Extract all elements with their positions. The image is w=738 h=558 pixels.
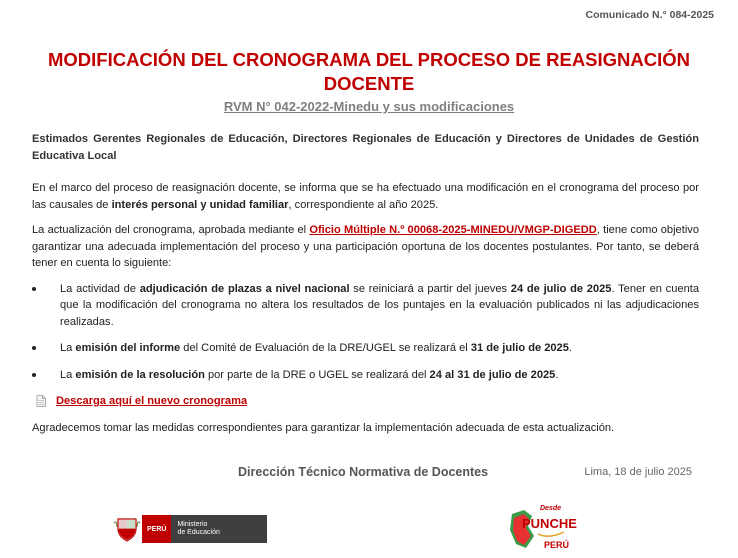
bullet-text: del Comité de Evaluación de la DRE/UGEL se realizará el: [180, 342, 471, 354]
ministry-line-1: Ministerio: [177, 521, 208, 528]
minedu-logo: [112, 515, 267, 543]
bullet-bold: 24 de julio de 2025: [510, 282, 612, 295]
bullet-icon: [32, 373, 36, 377]
paragraph-intro: [32, 180, 699, 213]
footer-direction: Dirección Técnico Normativa de Docentes: [238, 465, 489, 479]
campaign-text-2: PUNCHE: [522, 516, 577, 531]
bullet-icon: [32, 346, 36, 350]
bullet-bold: emisión de la resolución: [75, 368, 205, 381]
paragraph-intro-end: , correspondiente al año 2025.: [288, 198, 439, 211]
bullet-list: [32, 281, 699, 384]
bullet-bold: 31 de julio de 2025: [470, 342, 569, 354]
bullet-bold: adjudicación de plazas a nivel nacional: [139, 282, 350, 295]
campaign-text-3: PERÚ: [544, 540, 570, 550]
bullet-bold: emisión del informe: [75, 342, 181, 354]
ministry-line-2: de Educación: [177, 529, 220, 536]
bullet-text: .: [568, 342, 572, 354]
ministry-label: [171, 515, 267, 543]
list-item: [32, 367, 699, 384]
paragraph-intro-bold: interés personal y unidad familiar: [111, 198, 289, 211]
document-icon: [36, 395, 46, 407]
page-subtitle: RVM N° 042-2022-Minedu y sus modificaciones: [223, 99, 515, 114]
download-row: [32, 393, 699, 410]
footer-date: Lima, 18 de julio 2025: [584, 466, 692, 478]
bullet-text: por parte de la DRE o UGEL se realizará del: [204, 368, 430, 381]
bullet-text: La: [60, 342, 76, 354]
bullet-bold: 24 al 31 de julio de 2025: [429, 368, 556, 381]
main-content: [32, 131, 699, 445]
paragraph-update-end: , tiene como objetivo garantizar una adecuada implementación del proceso y una participación oportuna de los docentes postulantes. Por tanto, se deberá tener en cuenta lo siguiente:: [32, 224, 699, 269]
peru-label: PERÚ: [142, 515, 171, 543]
bullet-text: . Tener en cuenta que la modificación del cronograma no altera los resultados de los puntajes en la evaluación publicados ni las adjudicaciones realizadas.: [60, 282, 699, 328]
page-title: MODIFICACIÓN DEL CRONOGRAMA DEL PROCESO DE REASIGNACIÓN DOCENTE: [47, 49, 691, 94]
paragraph-update: [32, 222, 699, 272]
oficio-link[interactable]: Oficio Múltiple N.º 00068-2025-MINEDU/VMGP-DIGEDD: [309, 224, 597, 236]
list-item: [32, 281, 699, 331]
bullet-text: .: [555, 368, 559, 381]
paragraph-update-text: La actualización del cronograma, aprobada mediante el: [32, 224, 310, 236]
bullet-icon: [32, 287, 36, 291]
campaign-logo: [502, 500, 578, 554]
communique-number: Comunicado N.° 084-2025: [585, 9, 714, 21]
list-item: [32, 340, 699, 357]
paragraph-intro-text: En el marco del proceso de reasignación docente, se informa que se ha efectuado una modificación en el cronograma del proceso por las causales de: [32, 182, 699, 211]
peru-shield-icon: [112, 515, 142, 543]
campaign-text-1: Desde: [540, 505, 562, 512]
download-schedule-link[interactable]: Descarga aquí el nuevo cronograma: [56, 395, 248, 407]
bullet-text: se reiniciará a partir del jueves: [349, 282, 511, 295]
closing-paragraph: Agradecemos tomar las medidas correspondientes para garantizar la implementación adecuada de esta actualización.: [32, 421, 615, 434]
bullet-text: La: [60, 368, 76, 381]
bullet-text: La actividad de: [60, 282, 140, 295]
greeting: Estimados Gerentes Regionales de Educación, Directores Regionales de Educación y Directores de Unidades de Gestión Educativa Local: [32, 133, 699, 162]
